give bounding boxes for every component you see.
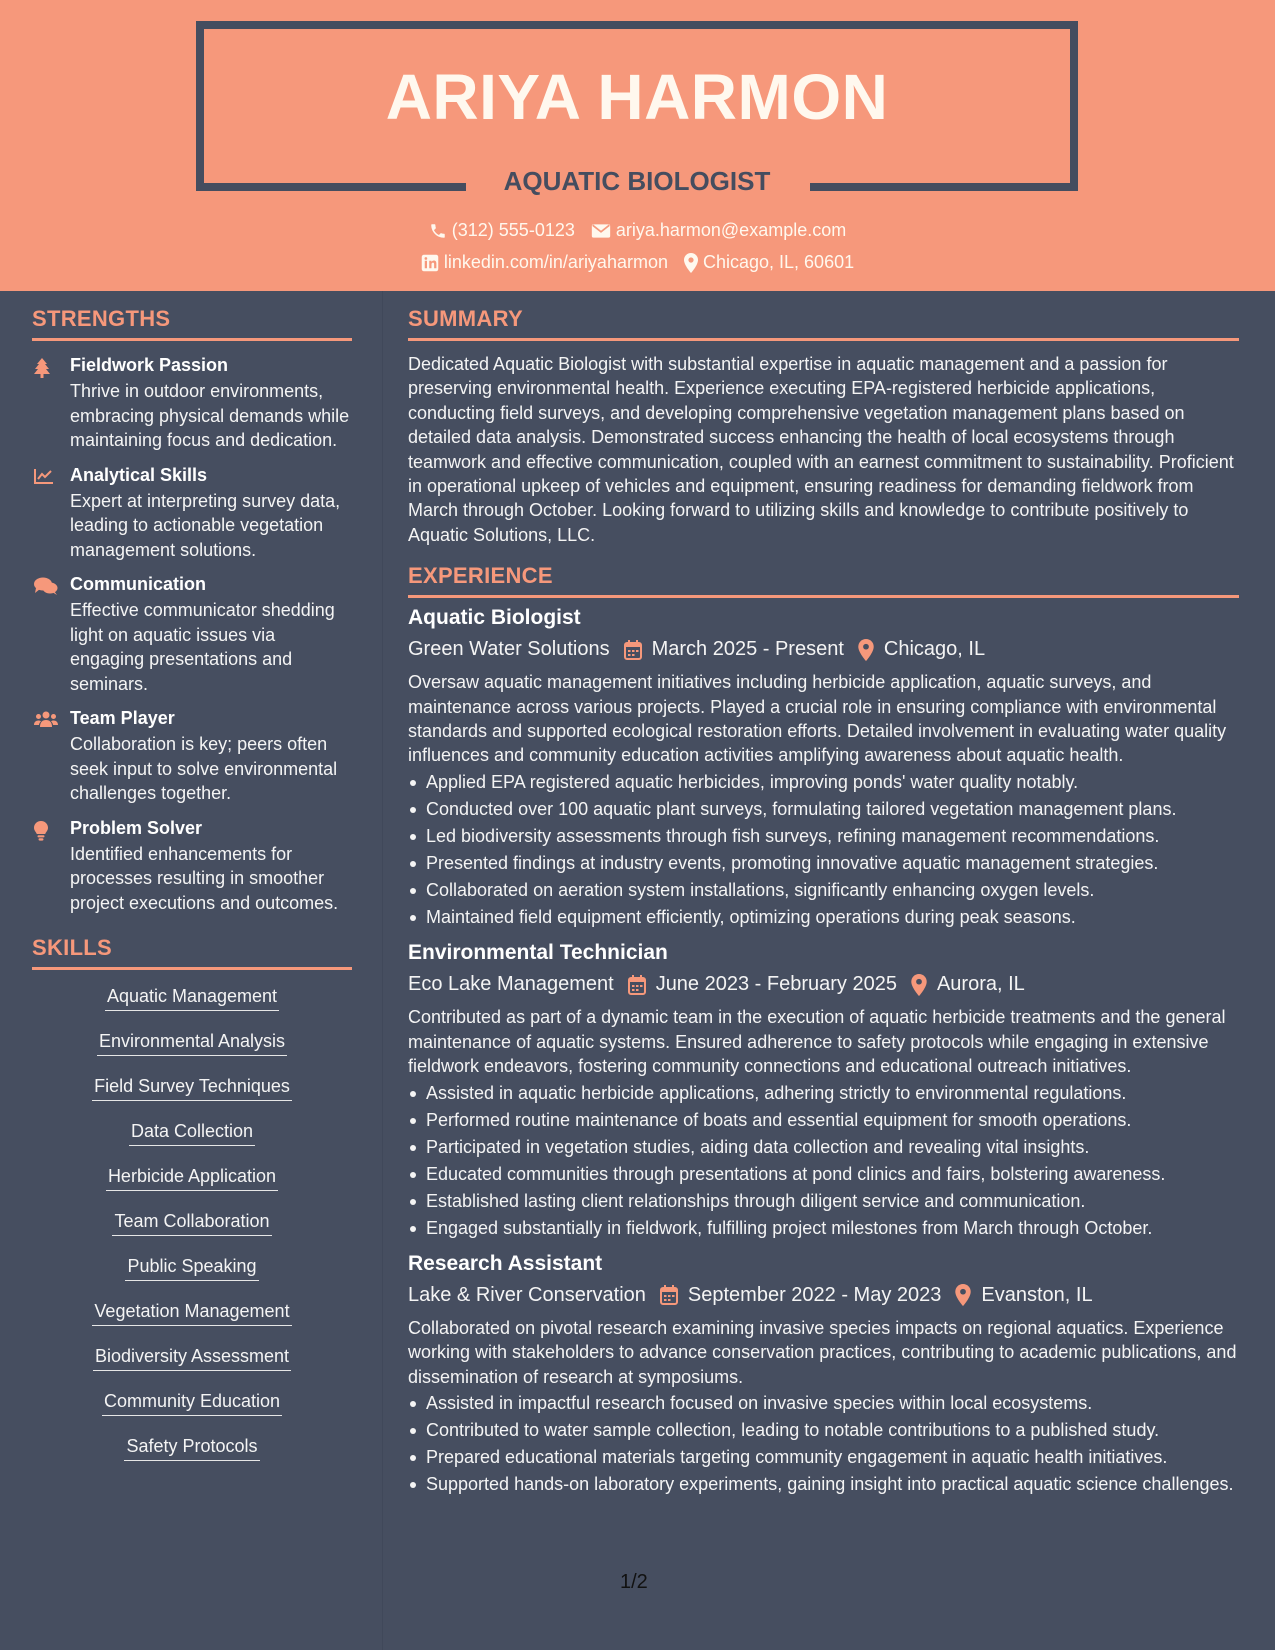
contact-row-1 bbox=[0, 220, 1275, 241]
skill-item: Herbicide Application bbox=[106, 1166, 278, 1191]
envelope-icon bbox=[591, 223, 611, 239]
skill-item: Safety Protocols bbox=[124, 1436, 259, 1461]
linkedin-contact[interactable] bbox=[421, 252, 668, 273]
job-company: Eco Lake Management bbox=[408, 973, 614, 996]
skill-item: Aquatic Management bbox=[105, 986, 279, 1011]
job-bullets bbox=[408, 1081, 1239, 1240]
contact-row-2 bbox=[0, 252, 1275, 273]
skill-item: Vegetation Management bbox=[92, 1301, 291, 1326]
skill-item: Field Survey Techniques bbox=[92, 1076, 292, 1101]
candidate-title: AQUATIC BIOLOGIST bbox=[503, 166, 771, 196]
chart-line-icon bbox=[32, 465, 70, 563]
calendar-icon bbox=[646, 1285, 688, 1305]
location-contact bbox=[684, 252, 854, 273]
job-description: Collaborated on pivotal research examining invasive species impacts on regional aquatics. Experience working with stakeholders to advance conservation practices, contributing to academic publications, and dissemination of research at symposiums. bbox=[408, 1317, 1237, 1387]
job-location: Chicago, IL bbox=[883, 638, 986, 661]
email-contact[interactable] bbox=[591, 220, 846, 241]
job-bullets bbox=[408, 770, 1239, 929]
strength-title: Team Player bbox=[70, 708, 175, 728]
page-number: 1/2 bbox=[620, 1571, 648, 1593]
bullet-item: Led biodiversity assessments through fish surveys, refining management recommendations. bbox=[408, 824, 1239, 848]
strength-item bbox=[32, 708, 352, 806]
skill-item: Team Collaboration bbox=[112, 1211, 271, 1236]
phone-text: (312) 555-0123 bbox=[451, 220, 575, 240]
job-role: Aquatic Biologist bbox=[408, 606, 581, 630]
strength-desc: Effective communicator shedding light on aquatic issues via engaging presentations and seminars. bbox=[70, 600, 335, 694]
job-description: Contributed as part of a dynamic team in the execution of aquatic herbicide treatments and the general maintenance of aquatic systems. Ensured adherence to safety protocols while engaging in extensive fieldwork endeavors, fostering community connections and educational outreach initiatives. bbox=[408, 1007, 1226, 1077]
bullet-item: Maintained field equipment efficiently, optimizing operations during peak seasons. bbox=[408, 905, 1239, 929]
strength-title: Communication bbox=[70, 574, 207, 594]
skill-item: Community Education bbox=[102, 1391, 282, 1416]
job-entry bbox=[408, 1252, 1239, 1497]
job-description: Oversaw aquatic management initiatives including herbicide application, aquatic surveys, and maintenance across various projects. Played a crucial role in ensuring compliance with environmental standards and supported ecological restoration efforts. Detailed involvement in evaluating water quality influences and community education activities amplifying awareness about aquatic health. bbox=[408, 672, 1227, 766]
users-icon bbox=[32, 708, 70, 806]
linkedin-text[interactable]: linkedin.com/in/ariyaharmon bbox=[443, 252, 668, 272]
strength-item bbox=[32, 355, 352, 453]
bullet-item: Contributed to water sample collection, leading to notable contributions to a published study. bbox=[408, 1418, 1239, 1442]
skill-item: Biodiversity Assessment bbox=[93, 1346, 291, 1371]
strength-title: Analytical Skills bbox=[70, 464, 208, 485]
bullet-item: Conducted over 100 aquatic plant surveys, formulating tailored vegetation management plans. bbox=[408, 797, 1239, 821]
job-entry bbox=[408, 941, 1239, 1240]
bullet-item: Educated communities through presentations at pond clinics and fairs, bolstering awareness. bbox=[408, 1162, 1239, 1186]
strength-title: Fieldwork Passion bbox=[70, 355, 229, 375]
experience-heading: EXPERIENCE bbox=[408, 563, 1239, 598]
skills-heading: SKILLS bbox=[32, 935, 352, 970]
phone-icon bbox=[429, 222, 447, 240]
resume-header bbox=[0, 0, 1275, 291]
bullet-item: Collaborated on aeration system installations, significantly enhancing oxygen levels. bbox=[408, 878, 1239, 902]
job-dates: March 2025 - Present bbox=[651, 638, 844, 661]
left-column bbox=[32, 306, 352, 1481]
lightbulb-icon bbox=[32, 818, 70, 916]
skill-item: Data Collection bbox=[129, 1121, 255, 1146]
right-column bbox=[408, 306, 1239, 1499]
bullet-item: Established lasting client relationships through diligent service and communication. bbox=[408, 1189, 1239, 1213]
strength-desc: Expert at interpreting survey data, leading to actionable vegetation management solutions. bbox=[70, 490, 341, 560]
map-marker-icon bbox=[941, 1284, 981, 1306]
bullet-item: Presented findings at industry events, promoting innovative aquatic management strategies. bbox=[408, 851, 1239, 875]
calendar-icon bbox=[614, 975, 656, 995]
linkedin-icon bbox=[421, 254, 439, 272]
skill-item: Environmental Analysis bbox=[97, 1031, 287, 1056]
skills-list bbox=[32, 986, 352, 1481]
job-meta bbox=[408, 973, 1239, 996]
skill-item: Public Speaking bbox=[125, 1256, 258, 1281]
map-marker-icon bbox=[844, 639, 884, 661]
strength-desc: Identified enhancements for processes resulting in smoother project executions and outcomes. bbox=[70, 843, 339, 913]
job-dates: June 2023 - February 2025 bbox=[655, 973, 897, 996]
column-divider bbox=[382, 291, 383, 1650]
email-text[interactable]: ariya.harmon@example.com bbox=[615, 220, 847, 240]
job-role: Environmental Technician bbox=[408, 941, 668, 965]
strength-desc: Thrive in outdoor environments, embracing physical demands while maintaining focus and dedication. bbox=[70, 381, 350, 450]
job-entry bbox=[408, 606, 1239, 929]
bullet-item: Assisted in aquatic herbicide applications, adhering strictly to environmental regulations. bbox=[408, 1081, 1239, 1105]
strengths-list bbox=[32, 355, 352, 915]
summary-heading: SUMMARY bbox=[408, 306, 1239, 341]
bullet-item: Engaged substantially in fieldwork, fulfilling project milestones from March through October. bbox=[408, 1216, 1239, 1240]
job-company: Green Water Solutions bbox=[408, 638, 610, 661]
job-location: Evanston, IL bbox=[981, 1283, 1093, 1306]
map-marker-icon bbox=[684, 253, 698, 273]
strength-item bbox=[32, 574, 352, 696]
comments-icon bbox=[32, 574, 70, 696]
summary-text: Dedicated Aquatic Biologist with substantial expertise in aquatic management and a passion for preserving environmental health. Experience executing EPA-registered herbicide applications, conducting field surveys, and developing comprehensive vegetation management plans based on detailed data analysis. Demonstrated success enhancing the health of local ecosystems through teamwork and effective communication, coupled with an earnest commitment to sustainability. Proficient in operational upkeep of vehicles and equipment, ensuring readiness for demanding fieldwork from March through October. Looking forward to utilizing skills and knowledge to contribute positively to Aquatic Solutions, LLC. bbox=[408, 354, 1234, 545]
bullet-item: Assisted in impactful research focused on invasive species within local ecosystems. bbox=[408, 1391, 1239, 1415]
bullet-item: Participated in vegetation studies, aiding data collection and revealing vital insights. bbox=[408, 1135, 1239, 1159]
job-dates: September 2022 - May 2023 bbox=[687, 1283, 942, 1306]
candidate-name: ARIYA HARMON bbox=[385, 61, 889, 133]
location-text: Chicago, IL, 60601 bbox=[702, 252, 855, 272]
strength-item bbox=[32, 465, 352, 563]
job-meta bbox=[408, 1284, 1239, 1307]
tree-icon bbox=[32, 355, 70, 453]
job-meta bbox=[408, 638, 1239, 661]
strength-item bbox=[32, 818, 352, 916]
calendar-icon bbox=[610, 640, 652, 660]
phone-contact bbox=[429, 220, 575, 241]
map-marker-icon bbox=[897, 974, 937, 996]
bullet-item: Supported hands-on laboratory experiments, gaining insight into practical aquatic science challenges. bbox=[408, 1472, 1239, 1496]
job-company: Lake & River Conservation bbox=[408, 1283, 646, 1306]
bullet-item: Performed routine maintenance of boats and essential equipment for smooth operations. bbox=[408, 1108, 1239, 1132]
strength-desc: Collaboration is key; peers often seek input to solve environmental challenges together. bbox=[70, 734, 338, 803]
job-bullets bbox=[408, 1391, 1239, 1496]
bullet-item: Applied EPA registered aquatic herbicides, improving ponds' water quality notably. bbox=[408, 770, 1239, 794]
job-location: Aurora, IL bbox=[936, 973, 1025, 996]
bullet-item: Prepared educational materials targeting community engagement in aquatic health initiatives. bbox=[408, 1445, 1239, 1469]
job-role: Research Assistant bbox=[408, 1251, 603, 1275]
strengths-heading: STRENGTHS bbox=[32, 306, 352, 341]
strength-title: Problem Solver bbox=[70, 817, 203, 838]
